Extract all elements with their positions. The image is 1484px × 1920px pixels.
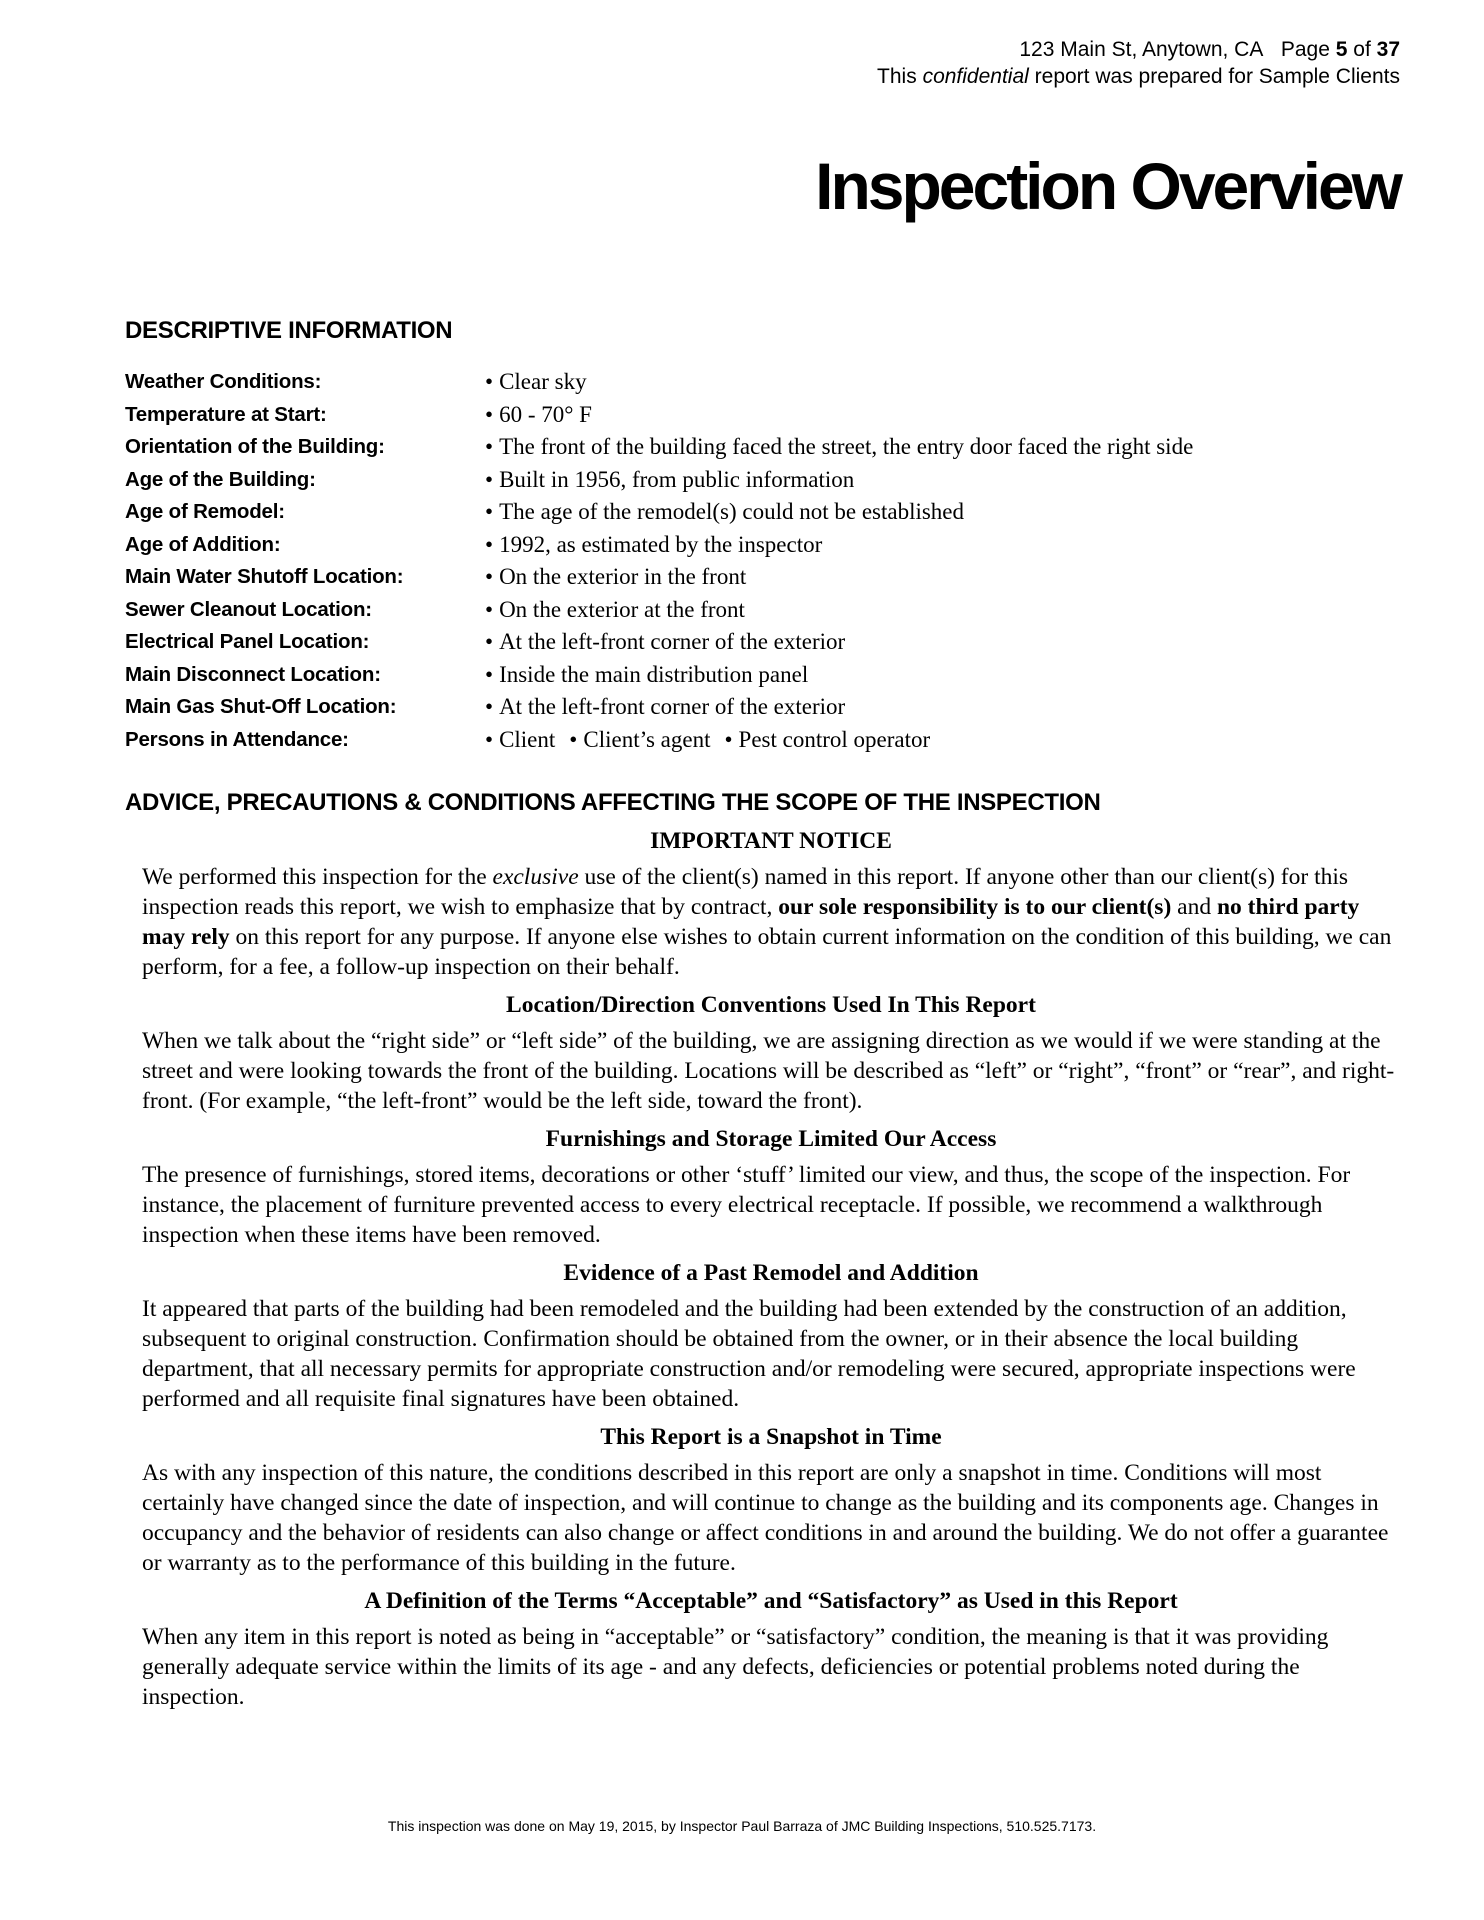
advice-sections — [142, 990, 1400, 1712]
descriptive-row — [125, 594, 1193, 627]
descriptive-value — [485, 564, 746, 590]
bullet-icon: • — [485, 694, 494, 720]
bullet-icon: • — [485, 726, 494, 752]
descriptive-value-text: Clear sky — [499, 369, 587, 395]
important-notice-text — [142, 862, 1400, 982]
descriptive-label: Main Gas Shut-Off Location: — [125, 695, 397, 719]
descriptive-value-item — [485, 499, 964, 524]
notice-bold-no-third-party: no third party may rely — [142, 894, 1360, 950]
descriptive-value-item — [485, 662, 808, 687]
descriptive-row — [125, 724, 1193, 757]
descriptive-value-item — [485, 727, 555, 752]
descriptive-label: Electrical Panel Location: — [125, 630, 370, 654]
bullet-icon: • — [485, 401, 494, 427]
bullet-icon: • — [569, 726, 578, 752]
descriptive-value — [485, 369, 587, 395]
descriptive-value — [485, 662, 808, 688]
advice-paragraph: It appeared that parts of the building had been remodeled and the building had been extended by the construction of an addition, subsequent to original construction. Confirmation should be obtained from the owner, or in their absence the local building department, that all necessary permits for appropriate construction and/or remodeling were secured, appropriate inspections were performed and all requisite final signatures have been obtained. — [142, 1296, 1356, 1412]
descriptive-value-item — [569, 727, 710, 752]
descriptive-row — [125, 464, 1193, 497]
bullet-icon: • — [485, 661, 494, 687]
important-notice-heading: IMPORTANT NOTICE — [650, 828, 892, 854]
page-label: Page — [1280, 38, 1330, 61]
descriptive-value — [485, 467, 854, 493]
descriptive-value-item — [485, 532, 822, 557]
notice-text-2: use of the client(s) named in this report. If anyone other than our client(s) for this inspection reads this report, we wish to emphasize that by contract, — [142, 864, 1349, 920]
advice-paragraph: When any item in this report is noted as being in “acceptable” or “satisfactory” condition, the meaning is that it was providing generally adequate service within the limits of its age - and any defects, deficiencies or potential problems noted during the inspection. — [142, 1624, 1329, 1710]
descriptive-value-item — [485, 629, 845, 654]
bullet-icon: • — [724, 726, 733, 752]
page-total: 37 — [1376, 38, 1400, 61]
descriptive-label: Main Water Shutoff Location: — [125, 565, 404, 589]
descriptive-value — [485, 434, 1193, 460]
descriptive-value-text: Inside the main distribution panel — [499, 661, 809, 687]
descriptive-value — [485, 727, 944, 753]
descriptive-value-item — [485, 564, 746, 589]
descriptive-value — [485, 499, 964, 525]
bullet-icon: • — [485, 466, 494, 492]
descriptive-label: Persons in Attendance: — [125, 727, 349, 751]
page-title: Inspection Overview — [815, 149, 1400, 223]
descriptive-row — [125, 366, 1193, 399]
bullet-icon: • — [485, 596, 494, 622]
bullet-icon: • — [485, 499, 494, 525]
advice-paragraph: The presence of furnishings, stored items, decorations or other ‘stuff’ limited our view, and thus, the scope of the inspection. For instance, the placement of furniture prevented access to every electrical receptacle. If possible, we recommend a walkthrough inspection when these items have been removed. — [142, 1162, 1351, 1248]
notice-text-3: and — [1171, 894, 1217, 920]
descriptive-value-text: On the exterior at the front — [499, 596, 745, 622]
descriptive-label: Weather Conditions: — [125, 370, 322, 394]
descriptive-value-text: 60 - 70° F — [499, 401, 592, 427]
descriptive-value-text: Client’s agent — [583, 726, 711, 752]
descriptive-value-text: At the left-front corner of the exterior — [499, 694, 846, 720]
descriptive-label: Temperature at Start: — [125, 402, 327, 426]
notice-bold-responsibility: our sole responsibility is to our client(s) — [778, 894, 1172, 920]
confidential-pre: This — [877, 65, 917, 88]
descriptive-value-text: Client — [499, 726, 556, 752]
advice-subheading: A Definition of the Terms “Acceptable” and “Satisfactory” as Used in this Report — [364, 1588, 1178, 1614]
descriptive-value-item — [485, 597, 745, 622]
bullet-icon: • — [485, 531, 494, 557]
advice-subheading: Location/Direction Conventions Used In This Report — [506, 992, 1036, 1018]
advice-body — [142, 826, 1400, 1718]
advice-paragraph: As with any inspection of this nature, the conditions described in this report are only a snapshot in time. Conditions will most certainly have changed since the date of inspection, and will continue to change as the building and its components age. Changes in occupancy and the behavior of residents can also change or affect conditions in and around the building. We do not offer a guarantee or warranty as to the performance of this building in the future. — [142, 1460, 1389, 1576]
descriptive-value-text: The age of the remodel(s) could not be established — [499, 499, 965, 525]
notice-text-4: on this report for any purpose. If anyone else wishes to obtain current information on the condition of this building, we can perform, for a fee, a follow-up inspection on their behalf. — [142, 924, 1392, 980]
page-number: 5 — [1335, 38, 1348, 61]
page-header — [877, 36, 1400, 90]
descriptive-value — [485, 597, 745, 623]
descriptive-value-item — [485, 467, 854, 492]
descriptive-value — [485, 402, 592, 428]
descriptive-row — [125, 659, 1193, 692]
descriptive-value-text: Pest control operator — [738, 726, 931, 752]
descriptive-label: Orientation of the Building: — [125, 435, 385, 459]
descriptive-row — [125, 496, 1193, 529]
property-address: 123 Main St, Anytown, CA — [1019, 38, 1264, 61]
descriptive-row — [125, 691, 1193, 724]
descriptive-value-text: Built in 1956, from public information — [499, 466, 855, 492]
advice-heading: ADVICE, PRECAUTIONS & CONDITIONS AFFECTING THE SCOPE OF THE INSPECTION — [125, 789, 1101, 816]
descriptive-value-item — [485, 694, 845, 719]
descriptive-value-text: On the exterior in the front — [499, 564, 747, 590]
descriptive-table — [125, 366, 1193, 756]
descriptive-value-text: At the left-front corner of the exterior — [499, 629, 846, 655]
descriptive-row — [125, 626, 1193, 659]
descriptive-value-item — [485, 402, 592, 427]
descriptive-value — [485, 532, 822, 558]
page-of-label: of — [1353, 38, 1371, 61]
confidential-post: report was prepared for Sample Clients — [1034, 65, 1400, 88]
descriptive-value-item — [485, 369, 587, 394]
descriptive-value — [485, 694, 845, 720]
confidential-line — [877, 63, 1400, 90]
descriptive-row — [125, 431, 1193, 464]
advice-subheading: Furnishings and Storage Limited Our Access — [545, 1126, 997, 1152]
descriptive-value — [485, 629, 845, 655]
address-line — [877, 36, 1400, 63]
bullet-icon: • — [485, 434, 494, 460]
bullet-icon: • — [485, 629, 494, 655]
descriptive-heading: DESCRIPTIVE INFORMATION — [125, 317, 453, 344]
descriptive-value-text: 1992, as estimated by the inspector — [499, 531, 823, 557]
descriptive-label: Age of the Building: — [125, 467, 316, 491]
notice-emphasis-exclusive: exclusive — [492, 864, 579, 890]
notice-text-1: We performed this inspection for the — [142, 864, 493, 890]
descriptive-value-item — [724, 727, 930, 752]
bullet-icon: • — [485, 564, 494, 590]
descriptive-row — [125, 399, 1193, 432]
descriptive-label: Sewer Cleanout Location: — [125, 597, 372, 621]
descriptive-row — [125, 529, 1193, 562]
descriptive-label: Main Disconnect Location: — [125, 662, 381, 686]
advice-subheading: This Report is a Snapshot in Time — [600, 1424, 942, 1450]
descriptive-value-item — [485, 434, 1193, 459]
descriptive-label: Age of Remodel: — [125, 500, 285, 524]
descriptive-value-text: The front of the building faced the street, the entry door faced the right side — [499, 434, 1194, 460]
advice-subheading: Evidence of a Past Remodel and Addition — [563, 1260, 979, 1286]
page-footer: This inspection was done on May 19, 2015, by Inspector Paul Barraza of JMC Building Inspections, 510.525.7173. — [387, 1818, 1097, 1834]
confidential-word: confidential — [922, 65, 1029, 88]
bullet-icon: • — [485, 369, 494, 395]
advice-paragraph: When we talk about the “right side” or “left side” of the building, we are assigning direction as we would if we were standing at the street and were looking towards the front of the building. Locations will be described as “left” or “right”, “front” or “rear”, and right-front. (For example, “the left-front” would be the left side, toward the front). — [142, 1028, 1395, 1114]
descriptive-label: Age of Addition: — [125, 532, 281, 556]
descriptive-row — [125, 561, 1193, 594]
